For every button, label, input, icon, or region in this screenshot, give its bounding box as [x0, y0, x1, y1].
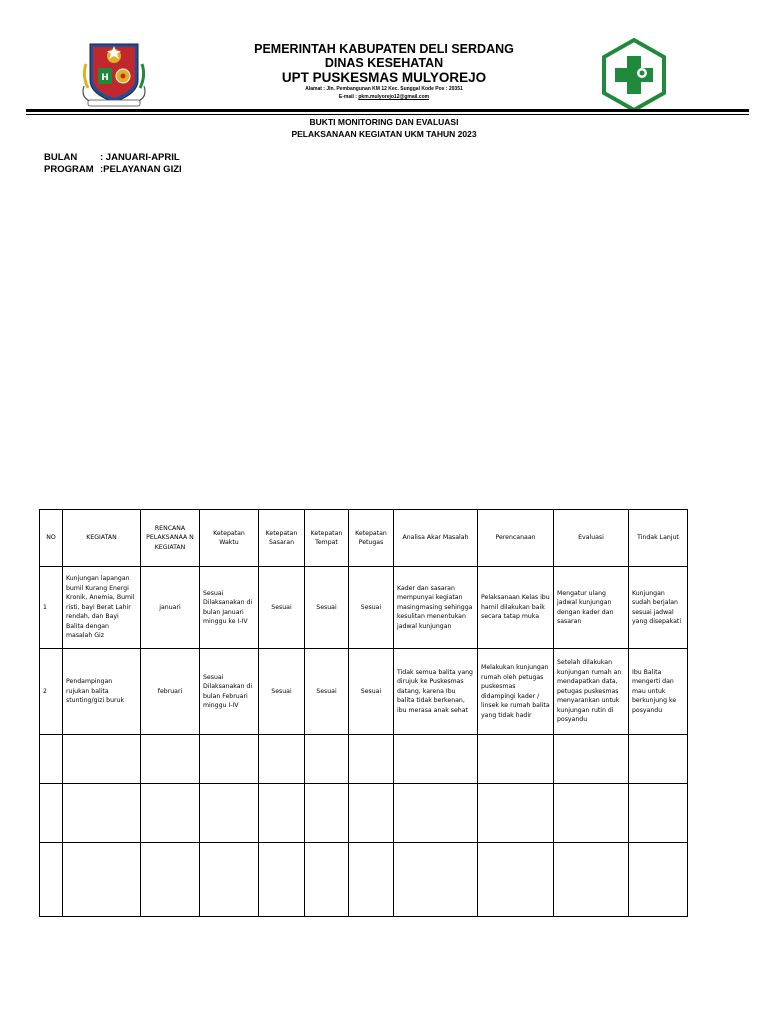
header-cell: RENCANA PELAKSANAA N KEGIATAN — [141, 510, 200, 567]
row-number-cell: 2 — [40, 649, 63, 735]
header-divider-thick — [26, 109, 749, 112]
tindak-lanjut-cell: Kunjungan sudah berjalan sesuai jadwal yang disepakati — [629, 567, 688, 649]
petugas-cell: Sesuai — [349, 567, 394, 649]
header-puskesmas-name: UPT PUSKESMAS MULYOREJO — [281, 70, 487, 85]
analisa-cell: Tidak semua balita yang dirujuk ke Puskesmas datang, karena Ibu balita tidak berkenan, ibu merasa anak sehat — [394, 649, 478, 735]
puskesmas-logo-icon — [600, 36, 668, 114]
empty-cell — [63, 843, 141, 917]
empty-cell — [259, 735, 305, 784]
kegiatan-cell: Kunjungan lapangan bumil Kurang Energi Kronik, Anemia, Bumil risti, bayi Berat Lahir rendah, dan Bayi Balita dengan masalah Giz — [63, 567, 141, 649]
table-row — [40, 567, 688, 649]
program-value: :PELAYANAN GIZI — [100, 164, 182, 175]
header-address: Alamat : Jln. Pembangunan KM 12 Kec. Sunggal Kode Pos : 20351 — [305, 86, 463, 92]
table-header-row — [40, 510, 688, 567]
empty-cell — [305, 784, 349, 843]
header-cell: Perencanaan — [478, 510, 554, 567]
tempat-cell: Sesuai — [305, 649, 349, 735]
empty-cell — [259, 784, 305, 843]
row-number-cell: 1 — [40, 567, 63, 649]
empty-cell — [200, 735, 259, 784]
tindak-lanjut-cell: Ibu Balita mengerti dan mau untuk berkunjung ke posyandu — [629, 649, 688, 735]
evaluasi-cell: Mengatur ulang jadwal kunjungan dengan kader dan sasaran — [554, 567, 629, 649]
header-cell: Ketepatan Petugas — [349, 510, 394, 567]
empty-cell — [394, 784, 478, 843]
meta-program — [44, 164, 182, 175]
empty-cell — [259, 843, 305, 917]
empty-cell — [349, 784, 394, 843]
empty-cell — [349, 843, 394, 917]
empty-cell — [394, 735, 478, 784]
empty-cell — [141, 784, 200, 843]
empty-cell — [629, 784, 688, 843]
tempat-cell: Sesuai — [305, 567, 349, 649]
svg-text:H: H — [101, 73, 109, 83]
header-cell: NO — [40, 510, 63, 567]
empty-cell — [554, 735, 629, 784]
program-label: PROGRAM — [44, 164, 94, 175]
document-title: BUKTI MONITORING DAN EVALUASI — [309, 117, 459, 127]
empty-cell — [40, 735, 63, 784]
empty-cell — [141, 735, 200, 784]
rencana-cell: februari — [141, 649, 200, 735]
table-row-empty — [40, 735, 688, 784]
empty-cell — [394, 843, 478, 917]
email-label: E-mail : — [338, 94, 359, 100]
bulan-label: BULAN — [44, 152, 78, 163]
analisa-cell: Kader dan sasaran mempunyai kegiatan masingmasing sehingga kesulitan menentukan jadwal kunjungan — [394, 567, 478, 649]
empty-cell — [349, 735, 394, 784]
header-cell: Evaluasi — [554, 510, 629, 567]
empty-cell — [554, 843, 629, 917]
header-government-name: PEMERINTAH KABUPATEN DELI SERDANG — [254, 42, 514, 56]
header-department-name: DINAS KESEHATAN — [324, 56, 444, 70]
petugas-cell: Sesuai — [349, 649, 394, 735]
waktu-cell: Sesuai Dilaksanakan di bulan Februari minggu I-IV — [200, 649, 259, 735]
table-row-empty — [40, 843, 688, 917]
empty-cell — [40, 784, 63, 843]
bulan-value: : JANUARI-APRIL — [100, 152, 180, 163]
header-cell: Ketepatan Waktu — [200, 510, 259, 567]
waktu-cell: Sesuai Dilaksanakan di bulan Januari minggu ke I-IV — [200, 567, 259, 649]
sasaran-cell: Sesuai — [259, 649, 305, 735]
kegiatan-cell: Pendampingan rujukan balita stunting/gizi buruk — [63, 649, 141, 735]
evaluasi-cell: Setelah dilakukan kunjungan rumah an mendapatkan data, petugas puskesmas menyarankan untuk kunjungan rutin di posyandu — [554, 649, 629, 735]
header-cell: Ketepatan Tempat — [305, 510, 349, 567]
header-cell: KEGIATAN — [63, 510, 141, 567]
header-cell: Ketepatan Sasaran — [259, 510, 305, 567]
empty-cell — [200, 784, 259, 843]
empty-cell — [554, 784, 629, 843]
table-row-empty — [40, 784, 688, 843]
meta-bulan — [44, 152, 180, 163]
empty-cell — [63, 735, 141, 784]
empty-cell — [629, 735, 688, 784]
empty-cell — [629, 843, 688, 917]
empty-cell — [305, 843, 349, 917]
email-link[interactable]: pkm.mulyorejo12@gmail.com — [358, 94, 430, 100]
sasaran-cell: Sesuai — [259, 567, 305, 649]
empty-cell — [63, 784, 141, 843]
empty-cell — [40, 843, 63, 917]
document-subtitle: PELAKSANAAN KEGIATAN UKM TAHUN 2023 — [291, 129, 477, 139]
empty-cell — [478, 735, 554, 784]
header-cell: Tindak Lanjut — [629, 510, 688, 567]
monitoring-table — [39, 509, 688, 917]
perencanaan-cell: Pelaksanaan Kelas ibu hamil dilakukan baik secara tatap muka — [478, 567, 554, 649]
empty-cell — [141, 843, 200, 917]
header-divider-thin — [26, 114, 749, 115]
empty-cell — [478, 843, 554, 917]
empty-cell — [200, 843, 259, 917]
empty-cell — [305, 735, 349, 784]
header-cell: Analisa Akar Masalah — [394, 510, 478, 567]
rencana-cell: januari — [141, 567, 200, 649]
table-row — [40, 649, 688, 735]
perencanaan-cell: Melakukan kunjungan rumah oleh petugas puskesmas didampingi kader / linsek ke rumah balita yang tidak hadir — [478, 649, 554, 735]
empty-cell — [478, 784, 554, 843]
